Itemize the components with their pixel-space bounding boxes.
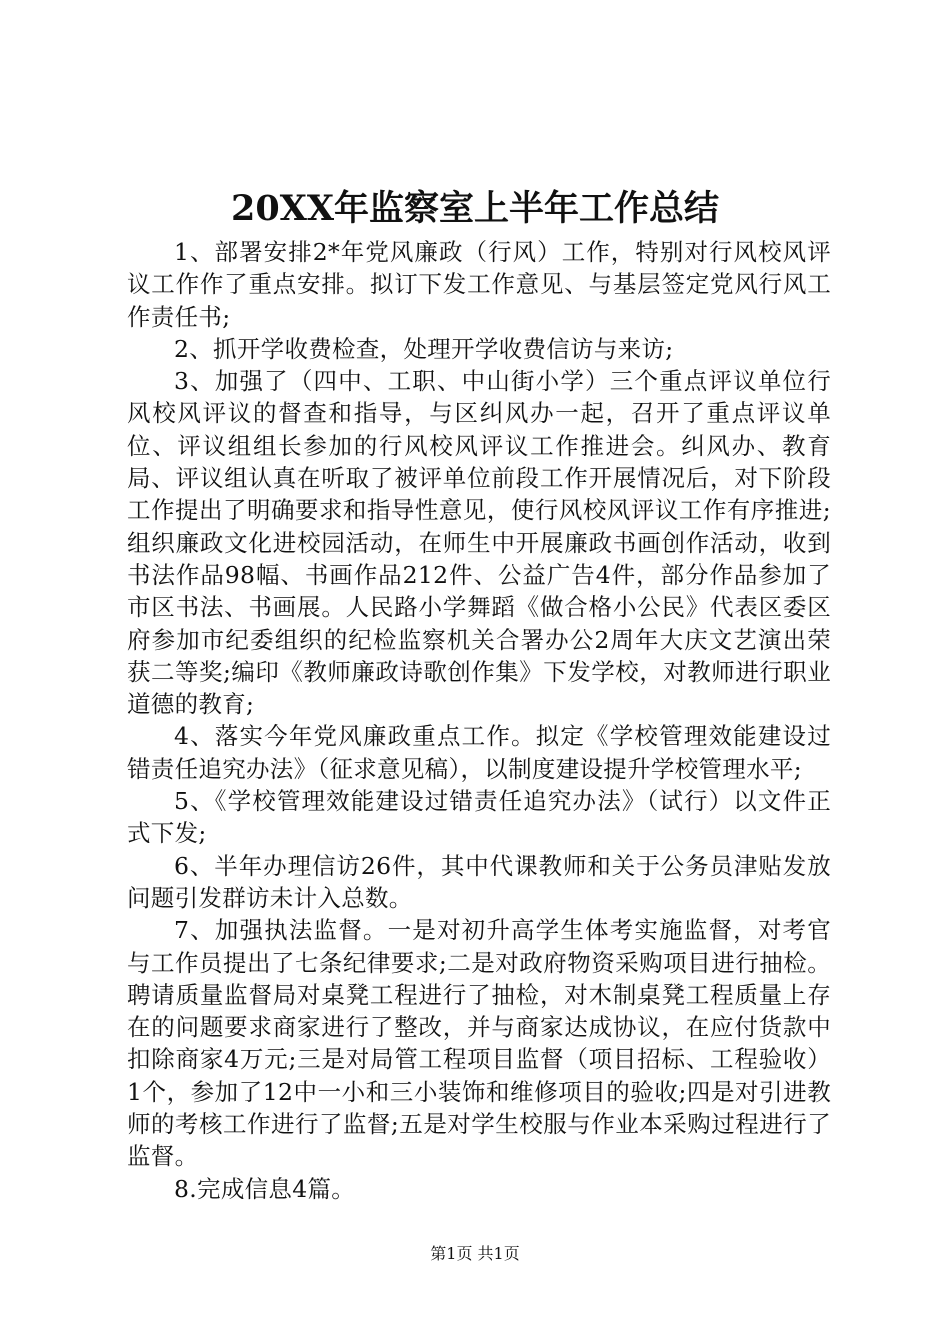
paragraph-5: 5、《学校管理效能建设过错责任追究办法》（试行）以文件正式下发;: [127, 787, 831, 848]
document-body: [127, 236, 831, 1205]
document-title: 20XX年监察室上半年工作总结: [230, 188, 720, 229]
paragraph-6: 6、半年办理信访26件，其中代课教师和关于公务员津贴发放问题引发群访未计入总数。: [127, 851, 831, 912]
paragraph-8: 8.完成信息4篇。: [174, 1174, 356, 1203]
paragraph-2: 2、抓开学收费检查，处理开学收费信访与来访;: [174, 334, 674, 363]
paragraph-7: 7、加强执法监督。一是对初升高学生体考实施监督，对考官与工作员提出了七条纪律要求;二是对政府物资采购项目进行抽检。聘请质量监督局对桌凳工程进行了抽检，对木制桌凳工程质量上存在的问题要求商家进行了整改，并与商家达成协议，在应付货款中扣除商家4万元;三是对局管工程项目监督（项目招标、工程验收）1个，参加了12中一小和三小装饰和维修项目的验收;四是对引进教师的考核工作进行了监督;五是对学生校服与作业本采购过程进行了监督。: [127, 916, 831, 1171]
paragraph-1: 1、部署安排2*年党风廉政（行风）工作，特别对行风校风评议工作作了重点安排。拟订下发工作意见、与基层签定党风行风工作责任书;: [127, 238, 831, 331]
paragraph-4: 4、落实今年党风廉政重点工作。拟定《学校管理效能建设过错责任追究办法》（征求意见稿），以制度建设提升学校管理水平;: [127, 722, 831, 783]
paragraph-3: 3、加强了（四中、工职、中山街小学）三个重点评议单位行风校风评议的督查和指导，与区纠风办一起，召开了重点评议单位、评议组组长参加的行风校风评议工作推进会。纠风办、教育局、评议组认真在听取了被评单位前段工作开展情况后，对下阶段工作提出了明确要求和指导性意见，使行风校风评议工作有序推进;组织廉政文化进校园活动，在师生中开展廉政书画创作活动，收到书法作品98幅、书画作品212件、公益广告4件，部分作品参加了市区书法、书画展。人民路小学舞蹈《做合格小公民》代表区委区府参加市纪委组织的纪检监察机关合署办公2周年大庆文艺演出荣获二等奖;编印《教师廉政诗歌创作集》下发学校，对教师进行职业道德的教育;: [127, 367, 831, 719]
page-footer: 第1页 共1页: [430, 1244, 520, 1263]
